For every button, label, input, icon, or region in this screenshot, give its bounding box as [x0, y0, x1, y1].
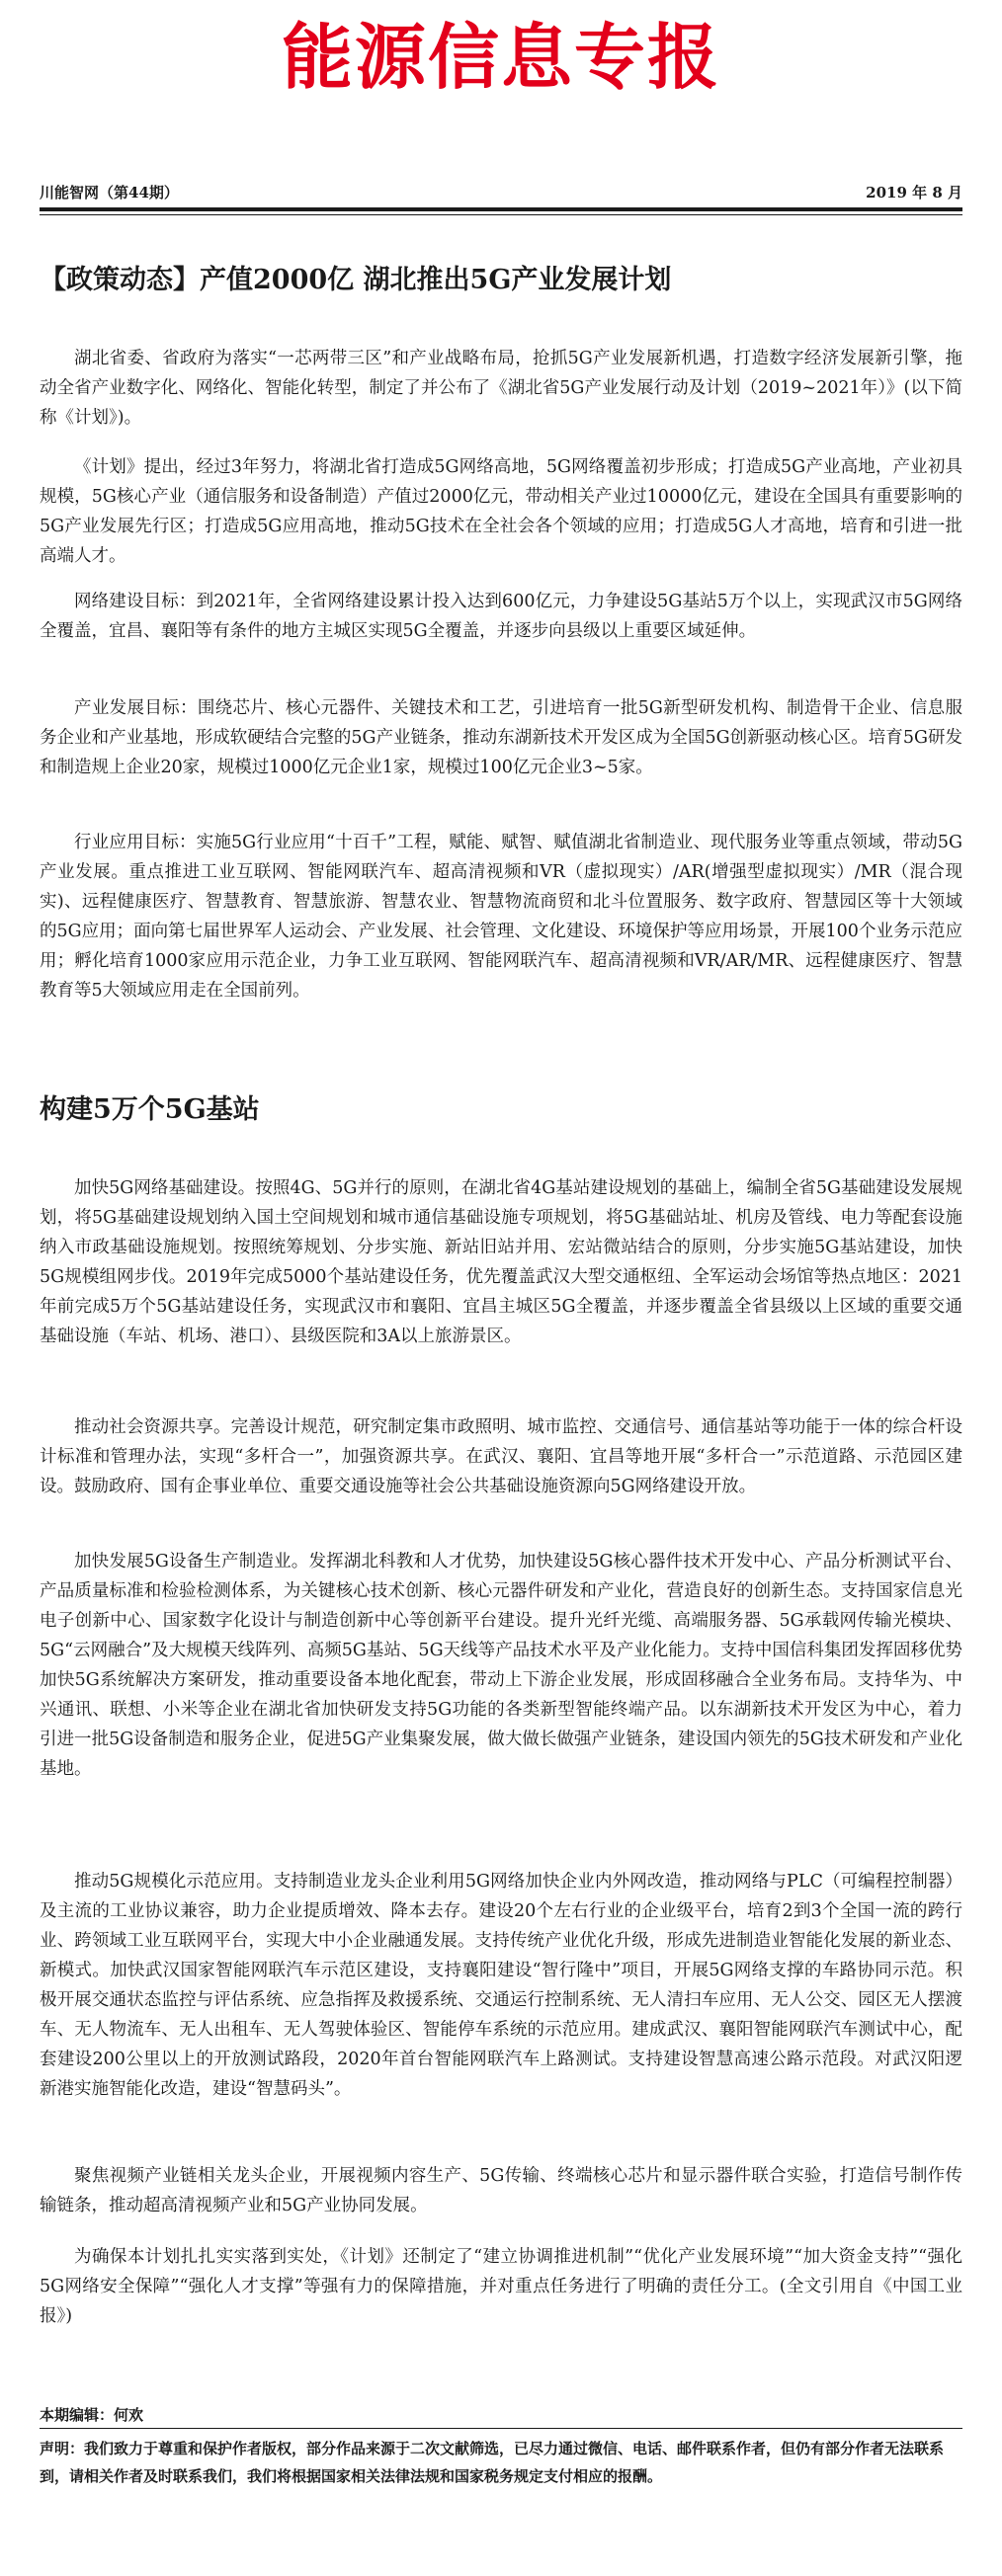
paragraph: 推动社会资源共享。完善设计规范，研究制定集市政照明、城市监控、交通信号、通信基站等功能于一体的综合杆设计标准和管理办法，实现“多杆合一”，加强资源共享。在武汉、襄阳、宜昌等地开展“多杆合一”示范道路、示范园区建设。鼓励政府、国有企事业单位、重要交通设施等社会公共基础设施资源向5G网络建设开放。	[40, 1417, 962, 1496]
issue-number: 川能智网（第44期）	[40, 184, 179, 201]
article-title-policy: 【政策动态】产值2000亿 湖北推出5G产业发展计划	[40, 265, 672, 295]
paragraph: 网络建设目标：到2021年，全省网络建设累计投入达到600亿元，力争建设5G基站5万个以上，实现武汉市5G网络全覆盖，宜昌、襄阳等有条件的地方主城区实现5G全覆盖，并逐步向县级以上重要区域延伸。	[40, 592, 962, 641]
editor-credit: 本期编辑：何欢	[40, 2406, 144, 2424]
paragraph: 加快5G网络基础建设。按照4G、5G并行的原则，在湖北省4G基站建设规划的基础上，编制全省5G基础建设发展规划，将5G基础建设规划纳入国土空间规划和城市通信基础设施专项规划，将5G基础站址、机房及管线、电力等配套设施纳入市政基础设施规划。按照统筹规划、分步实施、新站旧站并用、宏站微站结合的原则，分步实施5G基站建设，加快5G规模组网步伐。2019年完成5000个基站建设任务，优先覆盖武汉大型交通枢纽、全军运动会场馆等热点地区：2021年前完成5万个5G基站建设任务，实现武汉市和襄阳、宜昌主城区5G全覆盖，并逐步覆盖全省县级以上区域的重要交通基础设施（车站、机场、港口）、县级医院和3A以上旅游景区。	[40, 1178, 962, 1346]
header-rule-thick	[40, 207, 962, 211]
paragraph: 聚焦视频产业链相关龙头企业，开展视频内容生产、5G传输、终端核心芯片和显示器件联合实验，打造信号制作传输链条，推动超高清视频产业和5G产业协同发展。	[40, 2166, 962, 2215]
paragraph: 推动5G规模化示范应用。支持制造业龙头企业利用5G网络加快企业内外网改造，推动网络与PLC（可编程控制器）及主流的工业协议兼容，助力企业提质增效、降本去存。建设20个左右行业的企业级平台，培育2到3个全国一流的跨行业、跨领域工业互联网平台，实现大中小企业融通发展。支持传统产业优化升级，形成先进制造业智能化发展的新业态、新模式。加快武汉国家智能网联汽车示范区建设，支持襄阳建设“智行隆中”项目，开展5G网络支撑的车路协同示范。积极开展交通状态监控与评估系统、应急指挥及救援系统、交通运行控制系统、无人清扫车应用、无人公交、园区无人摆渡车、无人物流车、无人出租车、无人驾驶体验区、智能停车系统的示范应用。建成武汉、襄阳智能网联汽车测试中心，配套建设200公里以上的开放测试路段，2020年首台智能网联汽车上路测试。支持建设智慧高速公路示范段。对武汉阳逻新港实施智能化改造，建设“智慧码头”。	[40, 1872, 962, 2099]
paragraph: 行业应用目标：实施5G行业应用“十百千”工程，赋能、赋智、赋值湖北省制造业、现代服务业等重点领域，带动5G产业发展。重点推进工业互联网、智能网联汽车、超高清视频和VR（虚拟现实）/AR(增强型虚拟现实）/MR（混合现实)、远程健康医疗、智慧教育、智慧旅游、智慧农业、智慧物流商贸和北斗位置服务、数字政府、智慧园区等十大领域的5G应用；面向第七届世界军人运动会、产业发展、社会管理、文化建设、环境保护等应用场景，开展100个业务示范应用；孵化培育1000家应用示范企业，力争工业互联网、智能网联汽车、超高清视频和VR/AR/MR、远程健康医疗、智慧教育等5大领域应用走在全国前列。	[40, 833, 962, 1001]
paragraph: 产业发展目标：围绕芯片、核心元器件、关键技术和工艺，引进培育一批5G新型研发机构、制造骨干企业、信息服务企业和产业基地，形成软硬结合完整的5G产业链条，推动东湖新技术开发区成为全国5G创新驱动核心区。培育5G研发和制造规上企业20家，规模过1000亿元企业1家，规模过100亿元企业3~5家。	[40, 698, 962, 777]
paragraph: 加快发展5G设备生产制造业。发挥湖北科教和人才优势，加快建设5G核心器件技术开发中心、产品分析测试平台、产品质量标准和检验检测体系，为关键核心技术创新、核心元器件研发和产业化，营造良好的创新生态。支持国家信息光电子创新中心、国家数字化设计与制造创新中心等创新平台建设。提升光纤光缆、高端服务器、5G承载网传输光模块、5G“云网融合”及大规模天线阵列、高频5G基站、5G天线等产品技术水平及产业化能力。支持中国信科集团发挥固移优势加快5G系统解决方案研发，推动重要设备本地化配套，带动上下游企业发展，形成固移融合全业务布局。支持华为、中兴通讯、联想、小米等企业在湖北省加快研发支持5G功能的各类新型智能终端产品。以东湖新技术开发区为中心，着力引进一批5G设备制造和服务企业，促进5G产业集聚发展，做大做长做强产业链条，建设国内领先的5G技术研发和产业化基地。	[40, 1552, 962, 1779]
header-rule-thin	[40, 214, 962, 215]
paragraph: 《计划》提出，经过3年努力，将湖北省打造成5G网络高地，5G网络覆盖初步形成；打造成5G产业高地，产业初具规模，5G核心产业（通信服务和设备制造）产值过2000亿元，带动相关产业过10000亿元，建设在全国具有重要影响的5G产业发展先行区；打造成5G应用高地，推动5G技术在全社会各个领域的应用；打造成5G人才高地，培育和引进一批高端人才。	[40, 457, 962, 566]
copyright-statement: 声明：我们致力于尊重和保护作者版权，部分作品来源于二次文献筛选，已尽力通过微信、电话、邮件联系作者，但仍有部分作者无法联系到，请相关作者及时联系我们，我们将根据国家相关法律法规和国家税务规定支付相应的报酬。	[40, 2440, 945, 2485]
footer-rule	[40, 2428, 962, 2429]
article-title-base-stations: 构建5万个5G基站	[40, 1094, 260, 1125]
issue-row	[40, 182, 962, 205]
issue-date: 2019 年 8 月	[866, 184, 962, 201]
paragraph: 为确保本计划扎扎实实落到实处，《计划》还制定了“建立协调推进机制”“优化产业发展环境”“加大资金支持”“强化5G网络安全保障”“强化人才支撑”等强有力的保障措施，并对重点任务进行了明确的责任分工。(全文引用自《中国工业报》)	[40, 2247, 962, 2326]
masthead-title: 能源信息专报	[281, 16, 720, 99]
paragraph: 湖北省委、省政府为落实“一芯两带三区”和产业战略布局，抢抓5G产业发展新机遇，打造数字经济发展新引擎，拖动全省产业数字化、网络化、智能化转型，制定了并公布了《湖北省5G产业发展行动及计划（2019~2021年）》(以下简称《计划》)。	[40, 349, 962, 428]
